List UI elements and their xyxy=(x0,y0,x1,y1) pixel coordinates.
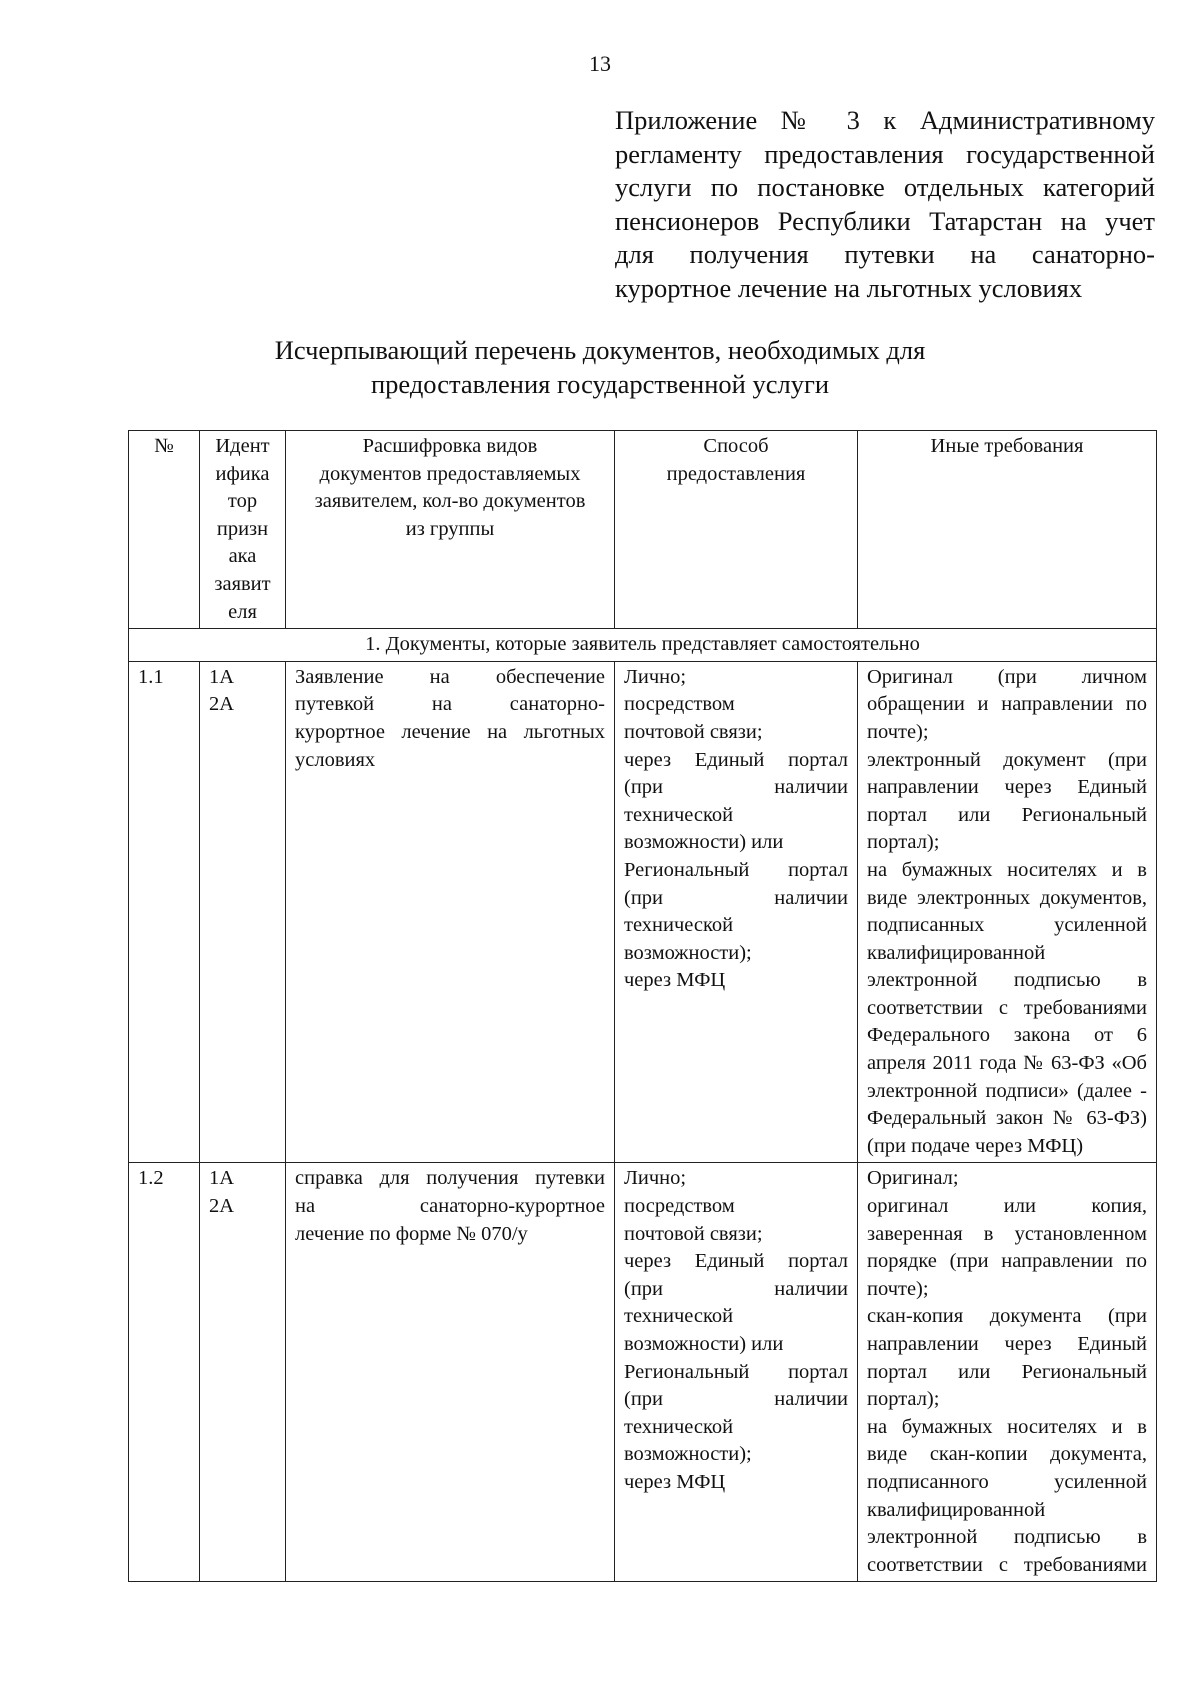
requirements-line: Федерального закона от 6 xyxy=(867,1024,1147,1047)
page-number: 13 xyxy=(589,51,611,76)
identifier-code: 1А xyxy=(209,1167,235,1190)
appendix-line: регламенту предоставления государственной xyxy=(615,138,1155,169)
header-documents xyxy=(286,431,615,629)
documents-table xyxy=(128,430,1157,1582)
header-identifier-line: тор xyxy=(227,490,258,513)
document-line: справка для получения путевки xyxy=(295,1167,605,1190)
header-identifier-line: ифика xyxy=(215,462,270,485)
method-line: посредством xyxy=(624,693,735,716)
requirements-line: порядке (при направлении по xyxy=(867,1250,1147,1273)
requirements-line: направлении через Единый xyxy=(867,776,1147,799)
header-documents-line: документов предоставляемых xyxy=(319,462,581,485)
row-document xyxy=(286,1163,615,1582)
row-document xyxy=(286,661,615,1163)
requirements-line: виде электронных документов, xyxy=(867,886,1147,909)
header-identifier-line: Идент xyxy=(215,435,270,457)
header-identifier-line: призн xyxy=(216,517,269,540)
requirements-line: электронный документ (при xyxy=(867,748,1147,771)
appendix-line: услуги по постановке отдельных категорий xyxy=(615,172,1155,203)
header-method xyxy=(615,431,858,629)
header-number xyxy=(129,431,200,629)
header-method-line: Способ xyxy=(703,435,769,457)
header-method-line: предоставления xyxy=(666,462,806,485)
row-method xyxy=(615,661,858,1163)
method-line: почтовой связи; xyxy=(624,720,763,743)
header-requirements-line: Иные требования xyxy=(930,435,1084,457)
requirements-line: скан-копия документа (при xyxy=(867,1305,1147,1328)
header-identifier-line: ака xyxy=(228,545,257,568)
method-line: (при наличии xyxy=(624,1277,848,1300)
document-line: лечение по форме № 070/у xyxy=(295,1222,528,1245)
section-row xyxy=(129,629,1157,662)
requirements-line: квалифицированной xyxy=(867,941,1046,964)
table-header-row xyxy=(129,431,1157,629)
appendix-line: курортное лечение на льготных условиях xyxy=(615,272,1083,303)
requirements-line: (при подаче через МФЦ) xyxy=(867,1134,1084,1157)
header-documents-line: заявителем, кол-во документов xyxy=(314,490,586,513)
title-line: Исчерпывающий перечень документов, необходимых для xyxy=(274,335,926,365)
requirements-line: оригинал или копия, xyxy=(867,1195,1147,1218)
method-line: Лично; xyxy=(624,1167,687,1190)
method-line: технической xyxy=(624,803,734,826)
requirements-line: апреля 2011 года № 63-ФЗ «Об xyxy=(867,1052,1147,1075)
requirements-line: Федеральный закон № 63-ФЗ) xyxy=(867,1107,1147,1130)
table-row xyxy=(129,661,1157,1163)
method-line: Региональный портал xyxy=(624,1360,848,1383)
row-number: 1.1 xyxy=(129,661,200,1163)
requirements-line: электронной подписи» (далее - xyxy=(867,1079,1147,1102)
header-identifier-line: еля xyxy=(228,600,257,623)
document-line: на санаторно-курортное xyxy=(295,1195,605,1218)
method-line: почтовой связи; xyxy=(624,1222,763,1245)
row-identifiers xyxy=(200,661,286,1163)
method-line: возможности); xyxy=(624,941,752,964)
requirements-line: портал); xyxy=(867,831,940,854)
requirements-line: портал); xyxy=(867,1388,940,1411)
method-line: возможности) или xyxy=(624,1333,784,1355)
requirements-line: электронной подписью в xyxy=(867,1526,1147,1549)
appendix-line: пенсионеров Республики Татарстан на учет xyxy=(615,205,1155,236)
method-line: через МФЦ xyxy=(624,969,726,992)
method-line: технической xyxy=(624,914,734,937)
section-heading: 1. Документы, которые заявитель представляет самостоятельно xyxy=(129,629,1157,662)
title-line: предоставления государственной услуги xyxy=(370,369,830,399)
method-line: Региональный портал xyxy=(624,858,848,881)
requirements-line: Оригинал; xyxy=(867,1167,959,1190)
requirements-line: подписанного усиленной xyxy=(867,1470,1147,1493)
row-number: 1.2 xyxy=(129,1163,200,1582)
requirements-line: соответствии с требованиями xyxy=(867,1553,1147,1576)
method-line: через МФЦ xyxy=(624,1470,726,1493)
header-number-label: № xyxy=(154,435,174,457)
row-requirements xyxy=(858,1163,1157,1582)
method-line: возможности) или xyxy=(624,831,784,854)
requirements-line: почте); xyxy=(867,720,929,743)
document-line: курортное лечение на льготных xyxy=(295,720,605,743)
requirements-line: подписанных усиленной xyxy=(867,914,1147,937)
requirements-line: виде скан-копии документа, xyxy=(867,1443,1147,1466)
method-line: возможности); xyxy=(624,1443,752,1466)
requirements-line: квалифицированной xyxy=(867,1498,1046,1521)
header-documents-line: Расшифровка видов xyxy=(362,435,538,457)
method-line: (при наличии xyxy=(624,1388,848,1411)
requirements-line: заверенная в установленном xyxy=(867,1222,1147,1245)
appendix-line: для получения путевки на санаторно- xyxy=(615,239,1155,270)
requirements-line: направлении через Единый xyxy=(867,1333,1147,1355)
method-line: (при наличии xyxy=(624,776,848,799)
method-line: технической xyxy=(624,1415,734,1438)
row-requirements xyxy=(858,661,1157,1163)
header-identifier xyxy=(200,431,286,629)
appendix-line: Приложение № 3 к Административному xyxy=(615,105,1155,135)
table-row xyxy=(129,1163,1157,1582)
method-line: посредством xyxy=(624,1195,735,1218)
method-line: (при наличии xyxy=(624,886,848,909)
header-requirements xyxy=(858,431,1157,629)
document-line: условиях xyxy=(295,748,376,771)
row-method xyxy=(615,1163,858,1582)
method-line: Лично; xyxy=(624,665,687,688)
requirements-line: электронной подписью в xyxy=(867,969,1147,992)
requirements-line: на бумажных носителях и в xyxy=(867,1415,1147,1438)
requirements-line: портал или Региональный xyxy=(867,803,1147,826)
requirements-line: на бумажных носителях и в xyxy=(867,858,1147,881)
requirements-line: Оригинал (при личном xyxy=(867,665,1147,688)
requirements-line: соответствии с требованиями xyxy=(867,996,1147,1019)
identifier-code: 1А xyxy=(209,665,235,688)
identifier-code: 2А xyxy=(209,693,235,716)
document-line: путевкой на санаторно- xyxy=(295,693,605,716)
document-title xyxy=(260,333,940,401)
appendix-note xyxy=(615,104,1155,306)
row-identifiers xyxy=(200,1163,286,1582)
requirements-line: портал или Региональный xyxy=(867,1360,1147,1383)
method-line: через Единый портал xyxy=(624,748,848,771)
requirements-line: обращении и направлении по xyxy=(867,693,1147,716)
requirements-line: почте); xyxy=(867,1277,929,1300)
method-line: технической xyxy=(624,1305,734,1328)
header-identifier-line: заявит xyxy=(214,572,271,595)
document-line: Заявление на обеспечение xyxy=(295,665,605,688)
header-documents-line: из группы xyxy=(405,517,495,540)
method-line: через Единый портал xyxy=(624,1250,848,1273)
identifier-code: 2А xyxy=(209,1195,235,1218)
